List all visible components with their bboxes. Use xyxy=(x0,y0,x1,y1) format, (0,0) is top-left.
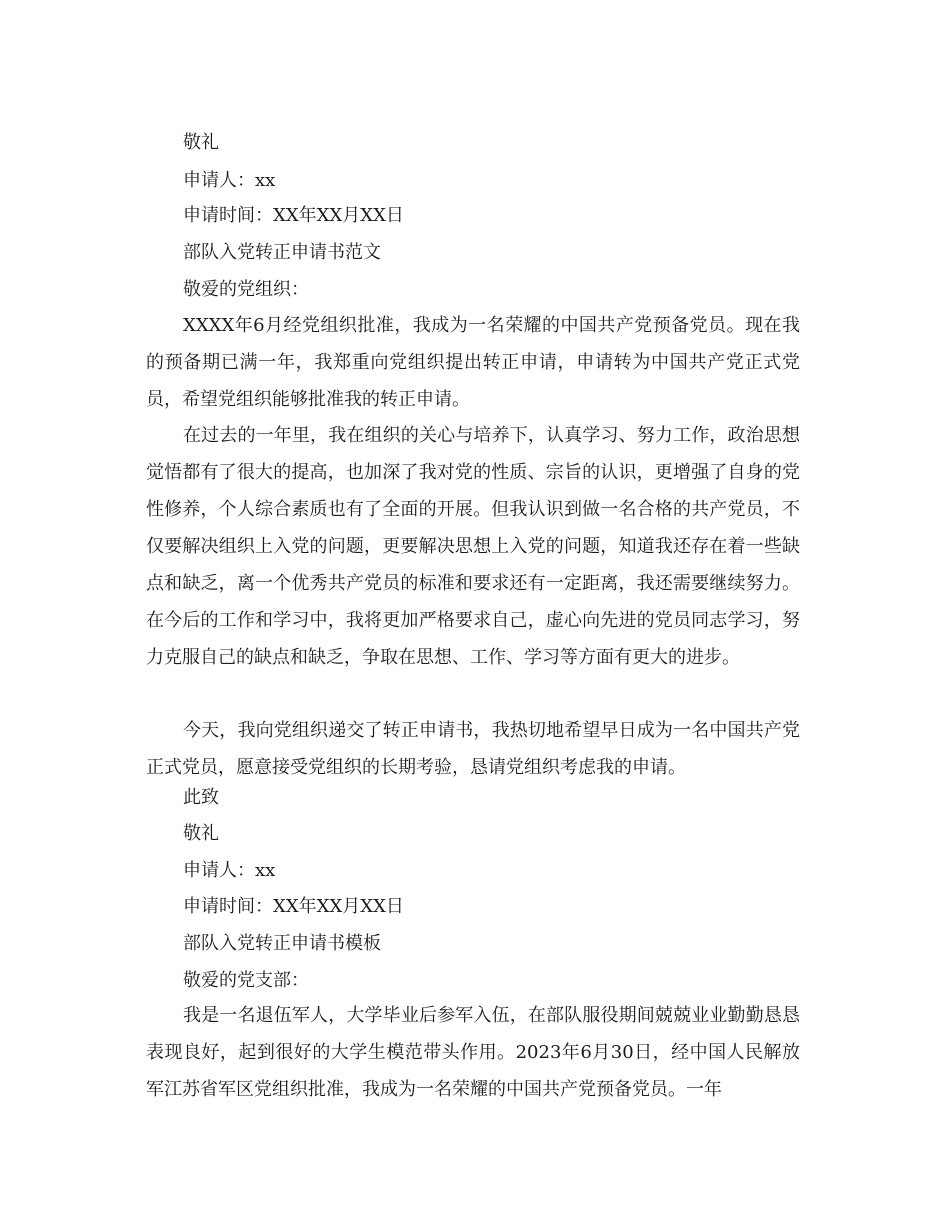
section-title: 部队入党转正申请书范文 xyxy=(183,242,381,263)
application-date: 申请时间：XX年XX月XX日 xyxy=(183,896,404,917)
closing-salute: 敬礼 xyxy=(183,823,219,844)
applicant-line: 申请人：xx xyxy=(183,860,276,881)
application-date: 申请时间：XX年XX月XX日 xyxy=(183,205,404,226)
applicant-line: 申请人：xx xyxy=(183,170,276,191)
body-paragraph: 在过去的一年里，我在组织的关心与培养下，认真学习、努力工作，政治思想觉悟都有了很大的提高，也加深了我对党的性质、宗旨的认识，更增强了自身的党性修养，个人综合素质也有了全面的开展。但我认识到做一名合格的共产党员，不仅要解决组织上入党的问题，更要解决思想上入党的问题，知道我还存在着一些缺点和缺乏，离一个优秀共产党员的标准和要求还有一定距离，我还需要继续努力。在今后的工作和学习中，我将更加严格要求自己，虚心向先进的党员同志学习，努力克服自己的缺点和缺乏，争取在思想、工作、学习等方面有更大的进步。 xyxy=(146,425,800,668)
closing-salute: 敬礼 xyxy=(183,132,219,153)
salutation: 敬爱的党支部： xyxy=(183,970,309,991)
body-paragraph: 今天，我向党组织递交了转正申请书，我热切地希望早日成为一名中国共产党正式党员，愿意接受党组织的长期考验，恳请党组织考虑我的申请。 xyxy=(146,720,800,778)
section-title: 部队入党转正申请书模板 xyxy=(183,933,381,954)
closing-line: 此致 xyxy=(183,787,219,808)
salutation: 敬爱的党组织： xyxy=(183,279,309,300)
body-paragraph: XXXX年6月经党组织批准，我成为一名荣耀的中国共产党预备党员。现在我的预备期已满一年，我郑重向党组织提出转正申请，申请转为中国共产党正式党员，希望党组织能够批准我的转正申请。 xyxy=(146,315,800,410)
body-paragraph: 我是一名退伍军人，大学毕业后参军入伍，在部队服役期间兢兢业业勤勤恳恳表现良好，起到很好的大学生模范带头作用。2023年6月30日，经中国人民解放军江苏省军区党组织批准，我成为一名荣耀的中国共产党预备党员。一年 xyxy=(146,1005,800,1100)
